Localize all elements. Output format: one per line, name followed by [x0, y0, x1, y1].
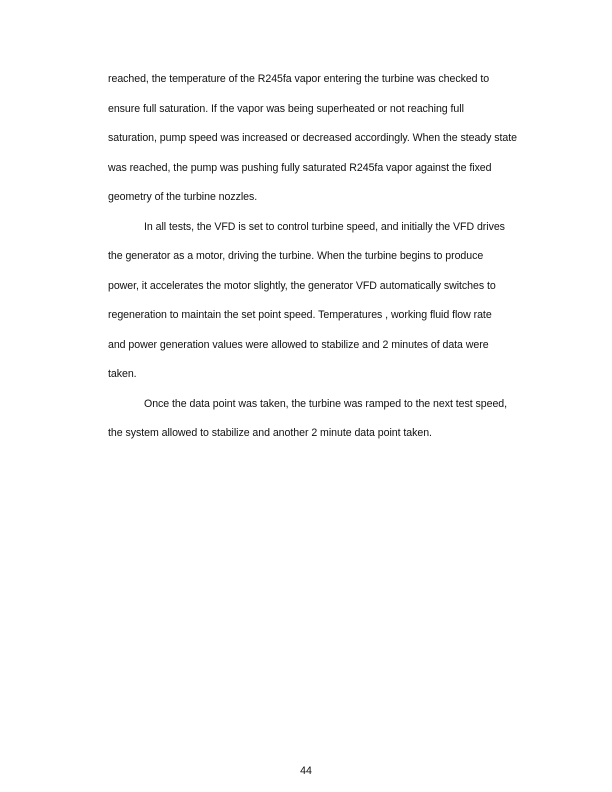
text-line: was reached, the pump was pushing fully saturated R245fa vapor against the fixed [108, 162, 492, 174]
text-line: taken. [108, 368, 137, 380]
text-line: and power generation values were allowed to stabilize and 2 minutes of data were [108, 339, 489, 351]
text-line: the generator as a motor, driving the turbine. When the turbine begins to produce [108, 250, 484, 262]
text-line: regeneration to maintain the set point speed. Temperatures , working fluid flow rate [108, 309, 492, 321]
paragraph-first-line: In all tests, the VFD is set to control turbine speed, and initially the VFD drives [144, 221, 505, 233]
text-line: reached, the temperature of the R245fa vapor entering the turbine was checked to [108, 73, 490, 85]
text-line: the system allowed to stabilize and another 2 minute data point taken. [108, 427, 432, 439]
paragraph-first-line: Once the data point was taken, the turbine was ramped to the next test speed, [144, 398, 508, 410]
text-line: ensure full saturation. If the vapor was being superheated or not reaching full [108, 103, 464, 115]
text-line: saturation, pump speed was increased or decreased accordingly. When the steady state [108, 132, 517, 144]
text-line: geometry of the turbine nozzles. [108, 191, 258, 203]
page-number: 44 [300, 765, 312, 777]
text-line: power, it accelerates the motor slightly, the generator VFD automatically switches to [108, 280, 496, 292]
